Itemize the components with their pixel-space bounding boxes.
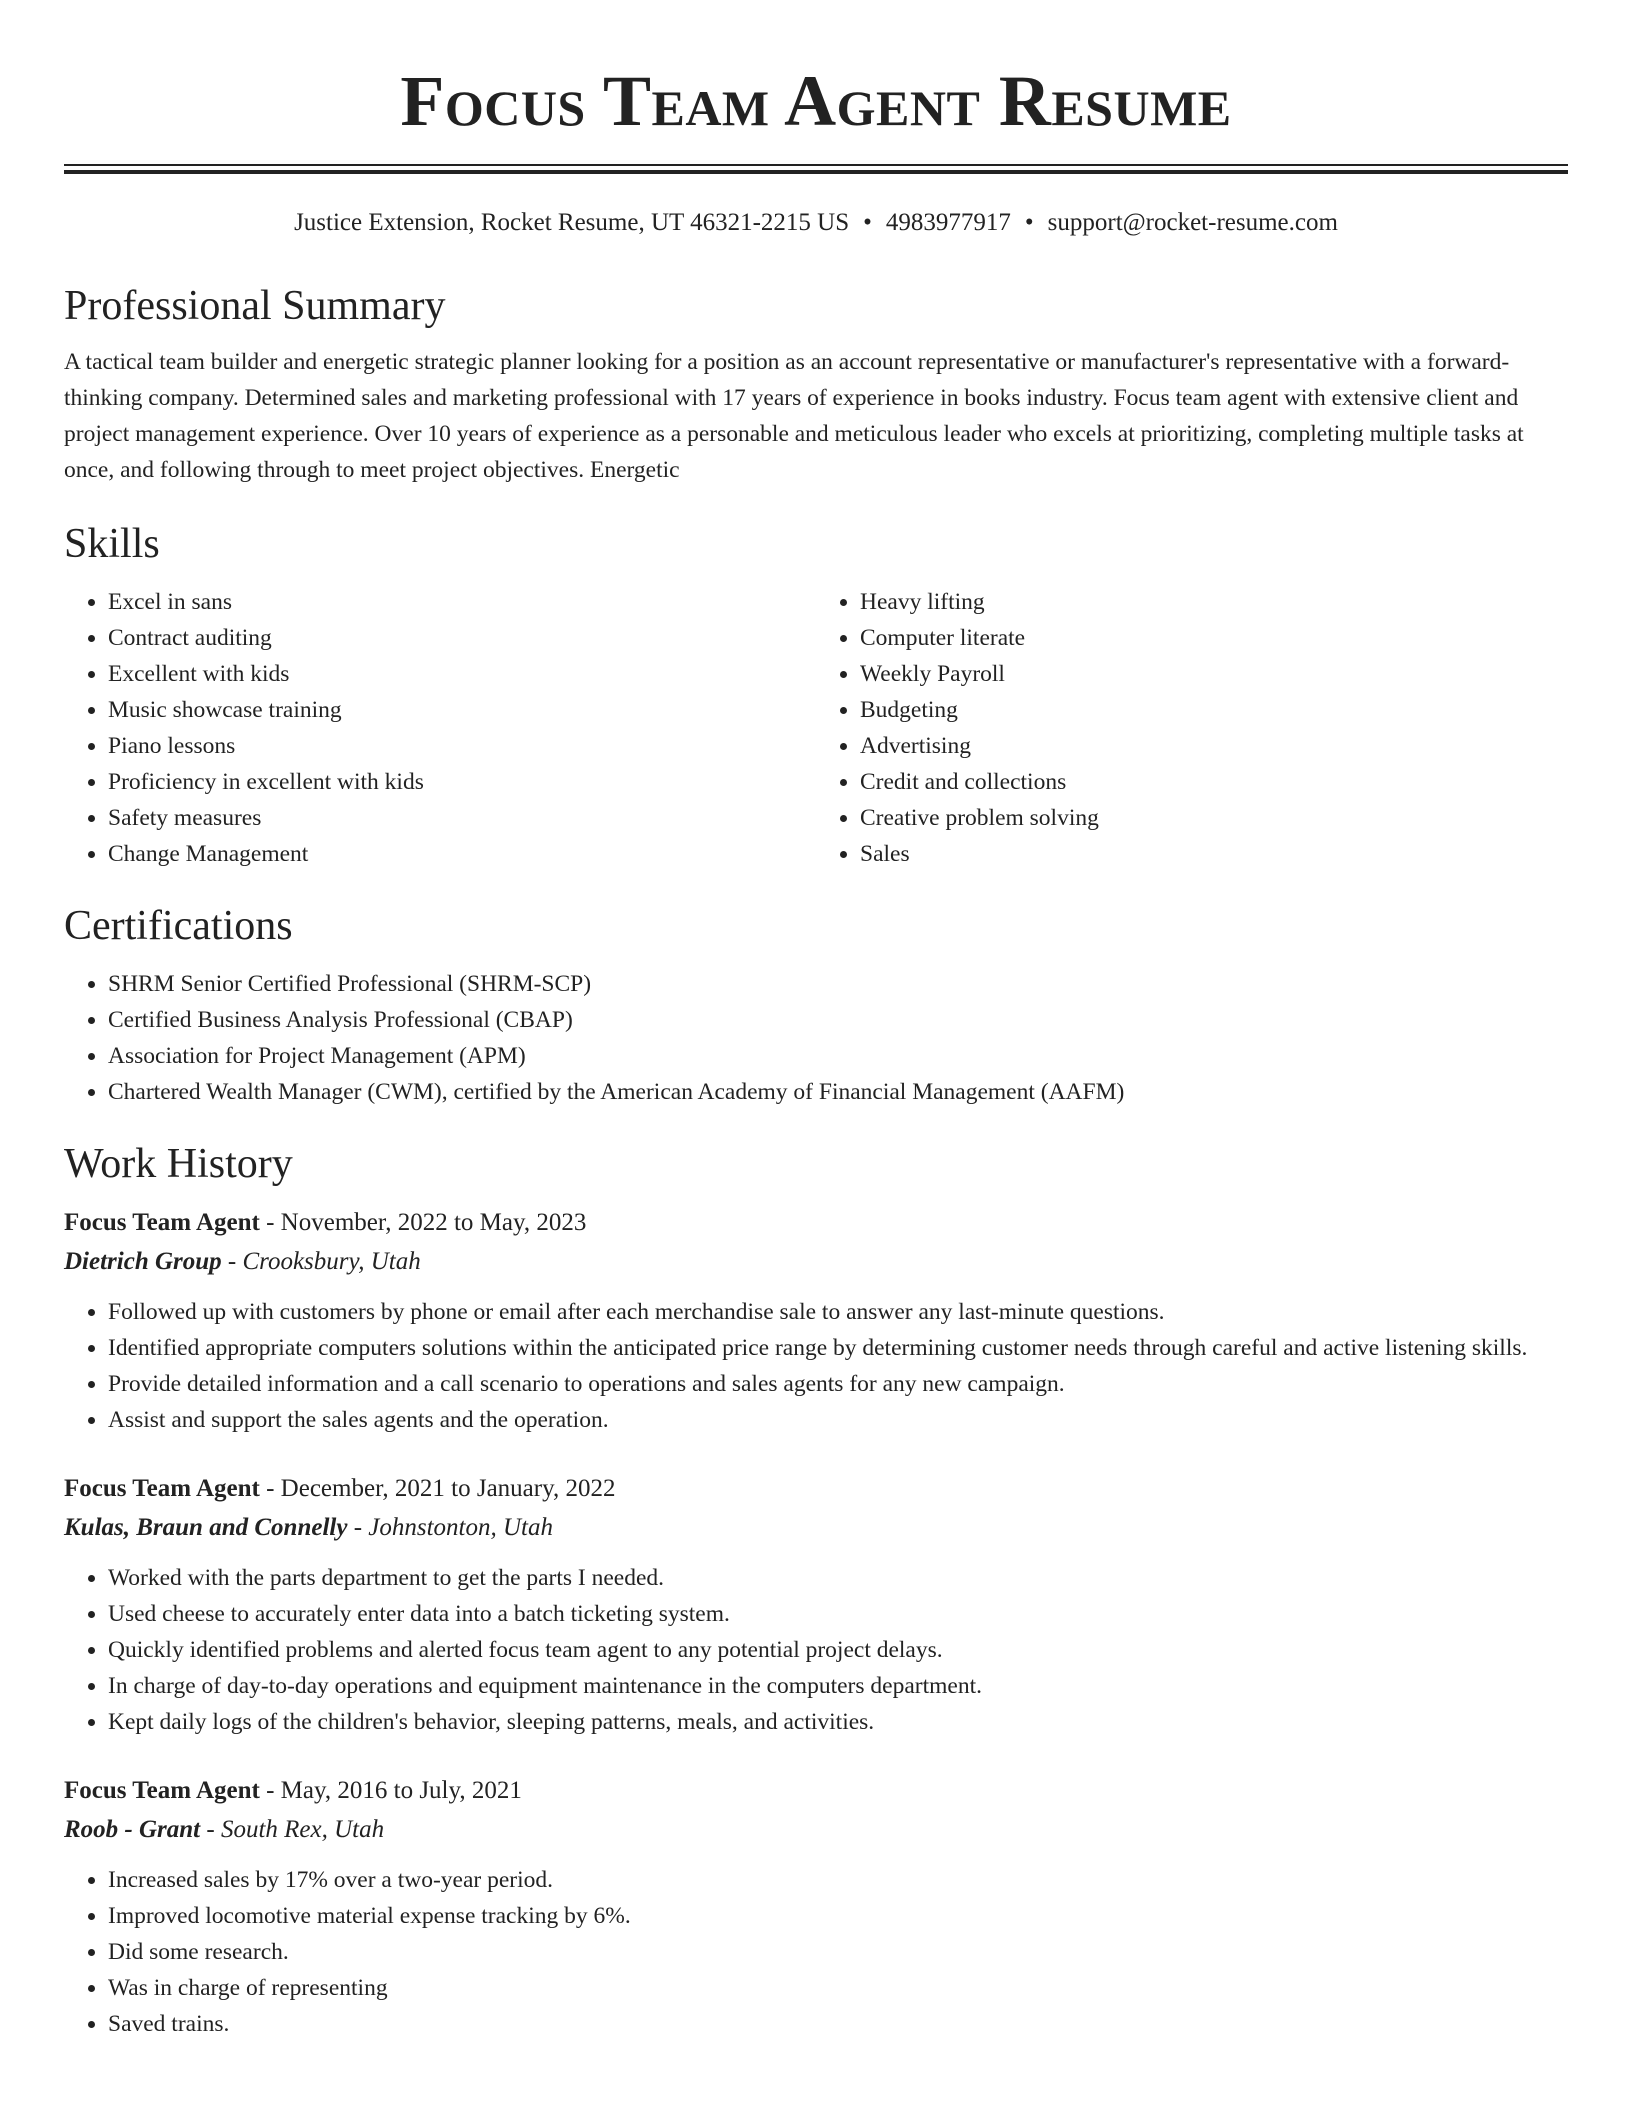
company-location: - South Rex, Utah [200, 1816, 385, 1843]
list-item: • Provide detailed information and a call scenario to operations and sales agents for any new campaign. [108, 1366, 1568, 1402]
bullet-separator: • [1024, 209, 1034, 236]
list-item: • Used cheese to accurately enter data into a batch ticketing system. [108, 1596, 1568, 1632]
company-line [64, 1242, 1568, 1282]
work-history-heading: Work History [64, 1141, 293, 1187]
list-item: • Association for Project Management (APM) [108, 1038, 1568, 1074]
list-item: • Heavy lifting [860, 584, 1568, 620]
resume-page [64, 0, 1568, 2042]
company-line [64, 1508, 1568, 1548]
list-item: • Proficiency in excellent with kids [108, 764, 816, 800]
job-title: Focus Team Agent [64, 1777, 260, 1804]
list-item: • Kept daily logs of the children's behavior, sleeping patterns, meals, and activities. [108, 1704, 1568, 1740]
list-item: • Followed up with customers by phone or email after each merchandise sale to answer any last-minute questions. [108, 1294, 1568, 1330]
list-item: • Was in charge of representing [108, 1970, 1568, 2006]
summary-heading: Professional Summary [64, 283, 446, 329]
list-item: • Contract auditing [108, 620, 816, 656]
list-item: • Change Management [108, 836, 816, 872]
list-item: • Safety measures [108, 800, 816, 836]
contact-phone: 4983977917 [885, 209, 1011, 236]
contact-email: support@rocket-resume.com [1047, 209, 1338, 236]
list-item: • Did some research. [108, 1934, 1568, 1970]
list-item: • Music showcase training [108, 692, 816, 728]
list-item: • Assist and support the sales agents and the operation. [108, 1402, 1568, 1438]
job-title-line [64, 1204, 1568, 1242]
list-item: • Creative problem solving [860, 800, 1568, 836]
title-double-rule [64, 164, 1568, 174]
company-name: Roob - Grant [64, 1816, 201, 1843]
job-bullets [64, 1560, 1568, 1740]
job-title-line [64, 1772, 1568, 1810]
job-bullets [64, 1294, 1568, 1438]
list-item: • SHRM Senior Certified Professional (SHRM-SCP) [108, 966, 1568, 1002]
list-item: • Sales [860, 836, 1568, 872]
job-title: Focus Team Agent [64, 1475, 260, 1502]
job-bullets [64, 1862, 1568, 2042]
list-item: • Identified appropriate computers solutions within the anticipated price range by determining customer needs through careful and active listening skills. [108, 1330, 1568, 1366]
skills-list-right [816, 584, 1568, 872]
list-item: • Advertising [860, 728, 1568, 764]
list-item: • Weekly Payroll [860, 656, 1568, 692]
list-item: • Budgeting [860, 692, 1568, 728]
list-item: • Quickly identified problems and alerted focus team agent to any potential project delays. [108, 1632, 1568, 1668]
skills-columns [64, 584, 1568, 872]
list-item: • Improved locomotive material expense tracking by 6%. [108, 1898, 1568, 1934]
list-item: • Saved trains. [108, 2006, 1568, 2042]
company-location: - Crooksbury, Utah [221, 1248, 421, 1275]
job-entry [64, 1204, 1568, 1438]
list-item: • Computer literate [860, 620, 1568, 656]
contact-address: Justice Extension, Rocket Resume, UT 46321-2215 US [294, 209, 850, 236]
list-item: • Certified Business Analysis Professional (CBAP) [108, 1002, 1568, 1038]
resume-title: Focus Team Agent Resume [400, 61, 1232, 141]
list-item: • Piano lessons [108, 728, 816, 764]
skills-list-left [64, 584, 816, 872]
job-dates: - May, 2016 to July, 2021 [259, 1777, 522, 1804]
contact-line [64, 206, 1568, 240]
bullet-separator: • [863, 209, 872, 236]
job-dates: - November, 2022 to May, 2023 [259, 1209, 587, 1236]
company-location: - Johnstonton, Utah [347, 1514, 553, 1541]
company-line [64, 1810, 1568, 1850]
job-dates: - December, 2021 to January, 2022 [259, 1475, 616, 1502]
job-title-line [64, 1470, 1568, 1508]
list-item: • Worked with the parts department to get the parts I needed. [108, 1560, 1568, 1596]
job-title: Focus Team Agent [64, 1209, 260, 1236]
list-item: • Chartered Wealth Manager (CWM), certified by the American Academy of Financial Management (AAFM) [108, 1074, 1568, 1110]
company-name: Dietrich Group [64, 1248, 222, 1275]
job-entry [64, 1470, 1568, 1740]
list-item: • Excel in sans [108, 584, 816, 620]
list-item: • Increased sales by 17% over a two-year period. [108, 1862, 1568, 1898]
certifications-heading: Certifications [64, 903, 293, 949]
summary-text: A tactical team builder and energetic strategic planner looking for a position as an account representative or manufacturer's representative with a forward-thinking company. Determined sales and marketing professional with 17 years of experience in books industry. Focus team agent with extensive client and project management experience. Over 10 years of experience as a personable and meticulous leader who excels at prioritizing, completing multiple tasks at once, and following through to meet project objectives. Energetic [64, 349, 1524, 483]
certifications-list [64, 966, 1568, 1110]
list-item: • Excellent with kids [108, 656, 816, 692]
list-item: • Credit and collections [860, 764, 1568, 800]
list-item: • In charge of day-to-day operations and equipment maintenance in the computers department. [108, 1668, 1568, 1704]
job-entry [64, 1772, 1568, 2042]
company-name: Kulas, Braun and Connelly [64, 1514, 348, 1541]
skills-heading: Skills [64, 521, 160, 567]
